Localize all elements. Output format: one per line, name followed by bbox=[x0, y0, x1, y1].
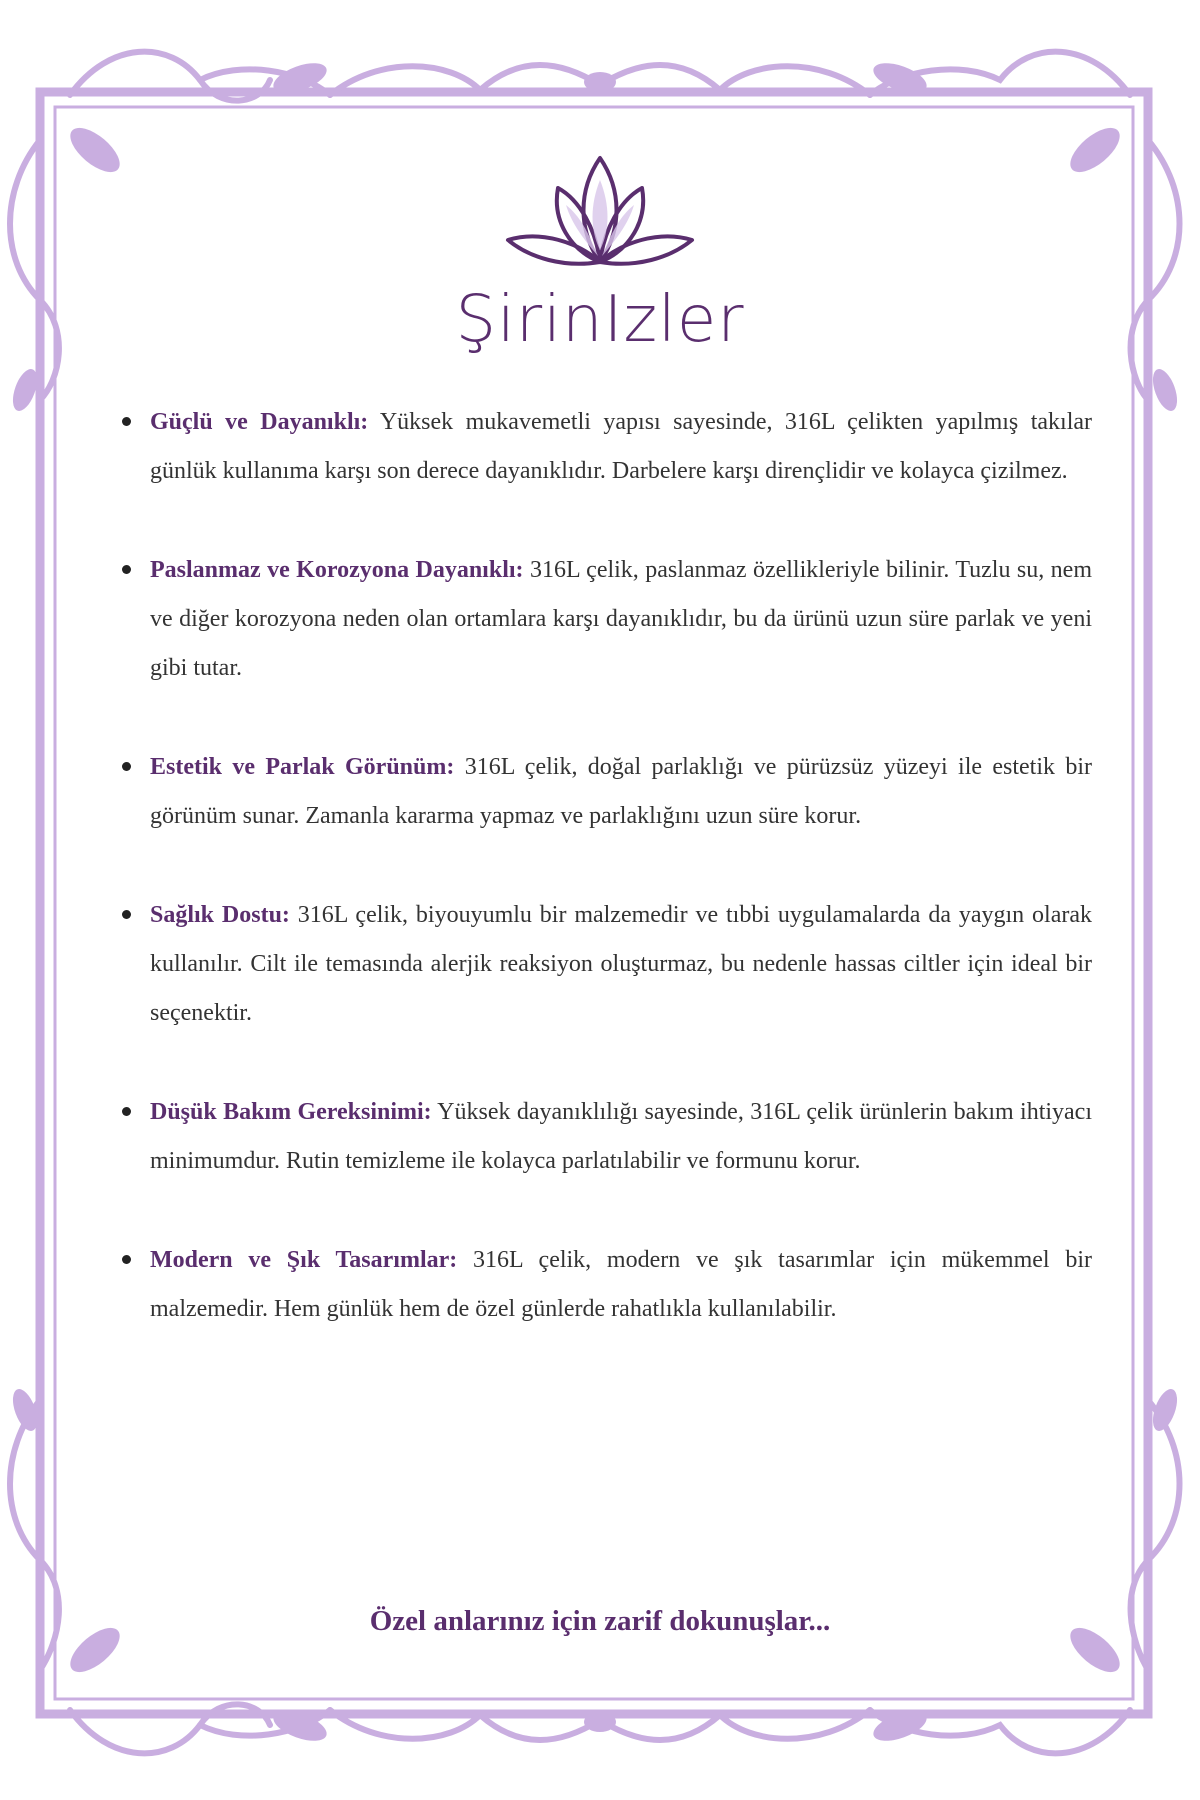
feature-text: Yüksek dayanıklılığı sayesinde, 316L çelik ürünlerin bakım ihtiyacı minimumdur. Rutin temizleme ile kolayca parlatılabilir ve formunu korur. bbox=[150, 1099, 1092, 1174]
list-item bbox=[120, 1088, 1092, 1186]
feature-text: Yüksek mukavemetli yapısı sayesinde, 316L çelikten yapılmış takılar günlük kullanıma karşı son derece dayanıklıdır. Darbelere karşı dirençlidir ve kolayca çizilmez. bbox=[150, 409, 1093, 484]
list-item bbox=[120, 1236, 1092, 1334]
list-item bbox=[120, 398, 1092, 496]
list-item bbox=[120, 743, 1092, 841]
features-list bbox=[120, 398, 1092, 1334]
list-item bbox=[120, 546, 1092, 693]
brand-name: ŞirinIzler bbox=[455, 283, 745, 357]
feature-text: 316L çelik, doğal parlaklığı ve pürüzsüz yüzeyi ile estetik bir görünüm sunar. Zamanla kararma yapmaz ve parlaklığını uzun süre korur. bbox=[150, 754, 1093, 829]
list-item bbox=[120, 891, 1092, 1038]
feature-text: 316L çelik, paslanmaz özellikleriyle bilinir. Tuzlu su, nem ve diğer korozyona neden olan ortamlara karşı dayanıklıdır, bu da ürünü uzun süre parlak ve yeni gibi tutar. bbox=[150, 557, 1092, 681]
feature-term: Sağlık Dostu: bbox=[150, 902, 290, 928]
bullet-icon bbox=[122, 762, 131, 771]
brand-logo bbox=[0, 150, 1200, 357]
feature-term: Düşük Bakım Gereksinimi: bbox=[150, 1099, 432, 1125]
bullet-icon bbox=[122, 910, 131, 919]
bullet-icon bbox=[122, 565, 131, 574]
bullet-icon bbox=[122, 1107, 131, 1116]
feature-term: Estetik ve Parlak Görünüm: bbox=[150, 754, 455, 780]
tagline: Özel anlarınız için zarif dokunuşlar... bbox=[369, 1605, 831, 1637]
bullet-icon bbox=[122, 1255, 131, 1264]
feature-term: Güçlü ve Dayanıklı: bbox=[150, 409, 369, 435]
feature-text: 316L çelik, biyouyumlu bir malzemedir ve tıbbi uygulamalarda da yaygın olarak kullanılır. Cilt ile temasında alerjik reaksiyon oluşturmaz, bu nedenle hassas ciltler için ideal bir seçenektir. bbox=[150, 902, 1092, 1026]
bullet-icon bbox=[122, 417, 131, 426]
lotus-icon bbox=[0, 150, 1200, 280]
features-section bbox=[120, 398, 1092, 1384]
feature-text: 316L çelik, modern ve şık tasarımlar için mükemmel bir malzemedir. Hem günlük hem de özel günlerde rahatlıkla kullanılabilir. bbox=[150, 1247, 1092, 1322]
feature-term: Paslanmaz ve Korozyona Dayanıklı: bbox=[150, 557, 524, 583]
feature-term: Modern ve Şık Tasarımlar: bbox=[150, 1247, 458, 1273]
